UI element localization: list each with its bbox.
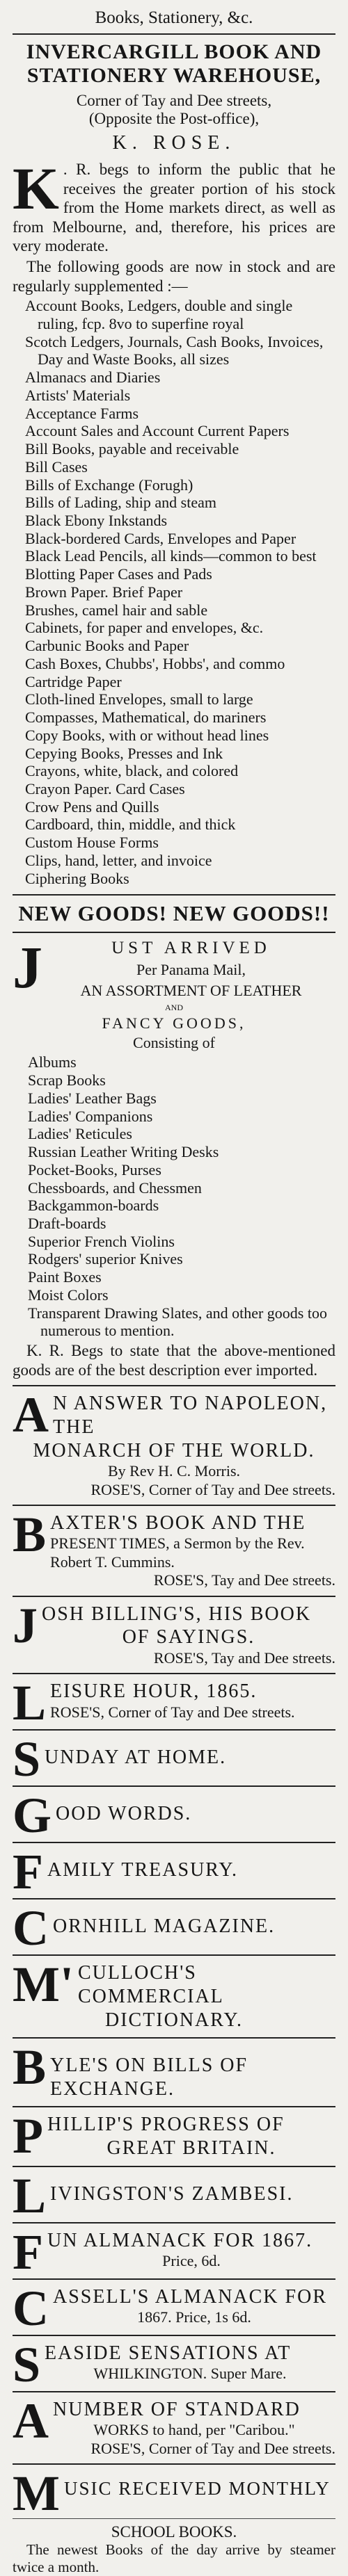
ad-line: ROSE'S, Corner of Tay and Dee streets. <box>90 2439 335 2457</box>
ad-music-received <box>13 2465 335 2522</box>
ad-line: USIC RECEIVED MONTHLY <box>63 2478 331 2500</box>
list-item: Copy Books, with or without head lines <box>25 726 269 744</box>
ad-livingstons-zambesi <box>13 2167 335 2223</box>
school-books-title: SCHOOL BOOKS. <box>111 2523 237 2541</box>
list-item: Artists' Materials <box>25 386 131 404</box>
drop-cap: L <box>13 1675 47 1731</box>
list-item: Crayon Paper. Card Cases <box>25 779 185 797</box>
drop-cap: S <box>13 1731 41 1788</box>
ad-line: HILLIP'S PROGRESS OF <box>47 2114 285 2136</box>
ad-byles-bills <box>13 2039 335 2100</box>
ad-line: DICTIONARY. <box>104 2009 244 2031</box>
list-item: Ladies' Leather Bags <box>28 1089 157 1107</box>
ad-line: OSH BILLING'S, HIS BOOK <box>42 1603 312 1625</box>
and-word: AND <box>165 1003 183 1013</box>
list-item: Black Ebony Inkstands <box>25 511 168 529</box>
ad-line: MONARCH OF THE WORLD. <box>33 1439 315 1461</box>
list-item: Transparent Drawing Slates, and other goods too numerous to mention. <box>28 1304 327 1340</box>
divider <box>13 1785 335 1787</box>
list-item: Albums <box>28 1053 77 1071</box>
ad-josh-billings <box>13 1597 335 1668</box>
ad-line: NUMBER OF STANDARD <box>53 2398 301 2420</box>
list-item: Scotch Ledgers, Journals, Cash Books, Invoices, Day and Waste Books, all sizes <box>25 332 324 368</box>
list-item: Crayons, white, black, and colored <box>25 762 239 780</box>
closing-statement: K. R. Begs to state that the above-mentioned goods are of the best description ever imported. <box>13 1342 335 1379</box>
divider <box>13 1898 335 1899</box>
drop-cap: G <box>13 1788 52 1844</box>
fancy-goods: FANCY GOODS, <box>102 1014 246 1032</box>
drop-cap: C <box>13 2280 49 2336</box>
ad-line: Price, 6d. <box>162 2252 221 2270</box>
divider <box>13 1673 335 1674</box>
store-address: Corner of Tay and Dee streets, <box>76 92 272 109</box>
ad-fun-almanack <box>13 2223 335 2280</box>
ad-line: Robert T. Cummins. <box>50 1553 175 1571</box>
list-item: Clips, hand, letter, and invoice <box>25 851 212 869</box>
just-arrived: UST ARRIVED <box>111 939 271 958</box>
drop-cap: A <box>13 2392 49 2449</box>
ad-line: 1867. Price, 1s 6d. <box>137 2308 251 2326</box>
drop-cap: M <box>13 2465 60 2522</box>
store-opposite: (Opposite the Post-office), <box>88 110 260 127</box>
divider <box>13 2463 335 2465</box>
ad-line: AXTER'S BOOK AND THE <box>50 1512 306 1534</box>
list-item: Pocket-Books, Purses <box>28 1160 161 1178</box>
ad-seaside-sensations <box>13 2336 335 2392</box>
list-item: Rodgers' superior Knives <box>28 1250 183 1268</box>
ad-cassells-almanack <box>13 2280 335 2336</box>
ad-line: ROSE'S, Corner of Tay and Dee streets. <box>50 1703 295 1721</box>
divider <box>13 33 335 35</box>
divider <box>13 2037 335 2039</box>
list-item: Cardboard, thin, middle, and thick <box>25 816 236 834</box>
divider <box>13 1729 335 1731</box>
divider <box>13 894 335 896</box>
divider <box>13 2166 335 2167</box>
divider <box>13 2106 335 2107</box>
divider <box>13 1385 335 1386</box>
divider <box>13 1505 335 1506</box>
intro-paragraph: . R. begs to inform the public that he receives the greater portion of his stock from the Home markets direct, as well as from Melbourne, and, therefore, his prices are very moderate. <box>13 161 335 255</box>
list-item: Backgammon-boards <box>28 1197 159 1215</box>
list-item: Black Lead Pencils, all kinds—common to best <box>25 547 317 565</box>
list-item: Brown Paper. Brief Paper <box>25 583 183 601</box>
divider <box>13 1842 335 1843</box>
ad-line: ROSE'S, Tay and Dee streets. <box>153 1649 335 1667</box>
supplement-text: The following goods are now in stock and are regularly supplemented :— <box>13 257 335 295</box>
drop-cap: M' <box>13 1957 74 2013</box>
stock-list <box>13 297 335 887</box>
consisting-of: Consisting of <box>133 1034 215 1052</box>
store-intro <box>13 155 335 256</box>
ad-cornhill-magazine <box>13 1900 335 1957</box>
ad-line: GREAT BRITAIN. <box>106 2137 276 2159</box>
list-item: Cloth-lined Envelopes, small to large <box>25 690 253 708</box>
ad-line: YLE'S ON BILLS OF EXCHANGE. <box>50 2055 248 2100</box>
ad-line: UN ALMANACK FOR 1867. <box>47 2229 313 2251</box>
ad-line: ASSELL'S ALMANACK FOR <box>53 2285 327 2308</box>
goods-list <box>28 1053 335 1340</box>
just-arrived-block <box>13 934 335 1001</box>
list-item: Carbunic Books and Paper <box>25 637 189 655</box>
divider <box>13 2518 335 2519</box>
ad-line: UNDAY AT HOME. <box>45 1747 227 1769</box>
list-item: Cabinets, for paper and envelopes, &c. <box>25 619 264 637</box>
divider <box>13 2278 335 2280</box>
drop-cap: L <box>13 2167 47 2223</box>
divider <box>13 1596 335 1597</box>
ad-phillips-progress <box>13 2108 335 2164</box>
drop-cap: P <box>13 2108 43 2164</box>
drop-cap: F <box>13 1844 43 1900</box>
drop-cap: C <box>13 1900 49 1957</box>
list-item: Ciphering Books <box>25 869 129 887</box>
list-item: Account Books, Ledgers, double and single ruling, fcp. 8vo to superfine royal <box>25 297 293 332</box>
new-goods-banner: NEW GOODS! NEW GOODS!! <box>18 901 330 926</box>
list-item: Custom House Forms <box>25 834 159 852</box>
list-item: Black-bordered Cards, Envelopes and Paper <box>25 529 296 547</box>
list-item: Ladies' Companions <box>28 1107 153 1125</box>
ad-line: ROSE'S, Tay and Dee streets. <box>153 1571 335 1589</box>
per-mail: Per Panama Mail, <box>136 961 246 979</box>
list-item: Paint Boxes <box>28 1268 102 1286</box>
list-item: Compasses, Mathematical, do mariners <box>25 708 267 727</box>
ad-standard-works <box>13 2392 335 2458</box>
list-item: Cepying Books, Presses and Ink <box>25 744 223 762</box>
store-proprietor: K. ROSE. <box>112 132 236 154</box>
drop-cap: J <box>13 934 42 1001</box>
ad-line: CULLOCH'S COMMERCIAL <box>77 1962 224 2007</box>
list-item: Crow Pens and Quills <box>25 797 159 816</box>
ad-line: EASIDE SENSATIONS AT <box>45 2342 292 2364</box>
list-item: Acceptance Farms <box>25 404 139 422</box>
list-item: Chessboards, and Chessmen <box>28 1178 202 1197</box>
drop-cap: K <box>13 155 59 222</box>
ad-leisure-hour <box>13 1675 335 1731</box>
list-item: Blotting Paper Cases and Pads <box>25 565 212 583</box>
ad-line: ROSE'S, Corner of Tay and Dee streets. <box>90 1480 335 1498</box>
list-item: Draft-boards <box>28 1215 106 1232</box>
divider <box>13 932 335 933</box>
section-heading: Books, Stationery, &c. <box>95 8 253 27</box>
list-item: Brushes, camel hair and sable <box>25 601 208 619</box>
ad-line: EISURE HOUR, 1865. <box>50 1680 258 1703</box>
divider <box>13 2222 335 2223</box>
list-item: Cash Boxes, Chubbs', Hobbs', and commo <box>25 654 285 672</box>
ad-line: WHILKINGTON. Super Mare. <box>93 2365 287 2383</box>
list-item: Moist Colors <box>28 1286 109 1304</box>
ad-line: N ANSWER TO NAPOLEON, THE <box>53 1393 328 1438</box>
drop-cap: F <box>13 2223 43 2280</box>
school-books-text: The newest Books of the day arrive by steamer twice a month. <box>13 2541 335 2576</box>
list-item: Russian Leather Writing Desks <box>28 1143 219 1161</box>
drop-cap: J <box>13 1597 38 1653</box>
ad-mcullochs-dictionary <box>13 1957 335 2032</box>
ad-family-treasury <box>13 1844 335 1900</box>
list-item: Bill Books, payable and receivable <box>25 440 239 458</box>
drop-cap: B <box>13 1506 47 1562</box>
store-title-line1: INVERCARGILL BOOK AND <box>26 40 322 63</box>
ad-line: ORNHILL MAGAZINE. <box>53 1915 276 1938</box>
ad-line: IVINGSTON'S ZAMBESI. <box>50 2182 294 2205</box>
store-title-line2: STATIONERY WAREHOUSE, <box>26 64 322 87</box>
ad-good-words <box>13 1788 335 1844</box>
drop-cap: A <box>13 1387 49 1443</box>
ad-line: PRESENT TIMES, a Sermon by the Rev. <box>50 1534 305 1553</box>
ad-sunday-at-home <box>13 1731 335 1788</box>
divider <box>13 1954 335 1956</box>
list-item: Account Sales and Account Current Papers <box>25 422 290 440</box>
ad-answer-to-napoleon <box>13 1387 335 1499</box>
list-item: Ladies' Reticules <box>28 1125 132 1143</box>
list-item: Bills of Exchange (Forugh) <box>25 476 193 494</box>
ad-baxters-book <box>13 1506 335 1590</box>
ad-line: WORKS to hand, per "Caribou." <box>93 2421 295 2439</box>
ad-line: AMILY TREASURY. <box>47 1859 239 1881</box>
ad-line: OOD WORDS. <box>56 1803 192 1825</box>
list-item: Almanacs and Diaries <box>25 368 161 387</box>
list-item: Scrap Books <box>28 1071 106 1089</box>
divider <box>13 2335 335 2336</box>
list-item: Bill Cases <box>25 457 88 476</box>
assortment: AN ASSORTMENT OF LEATHER <box>80 982 302 1000</box>
list-item: Superior French Violins <box>28 1232 175 1250</box>
divider <box>13 2391 335 2392</box>
drop-cap: B <box>13 2039 47 2096</box>
list-item: Bills of Lading, ship and steam <box>25 494 216 512</box>
list-item: Cartridge Paper <box>25 672 122 690</box>
ad-line: OF SAYINGS. <box>122 1626 255 1649</box>
drop-cap: S <box>13 2336 41 2392</box>
ad-line: By Rev H. C. Morris. <box>107 1462 241 1480</box>
